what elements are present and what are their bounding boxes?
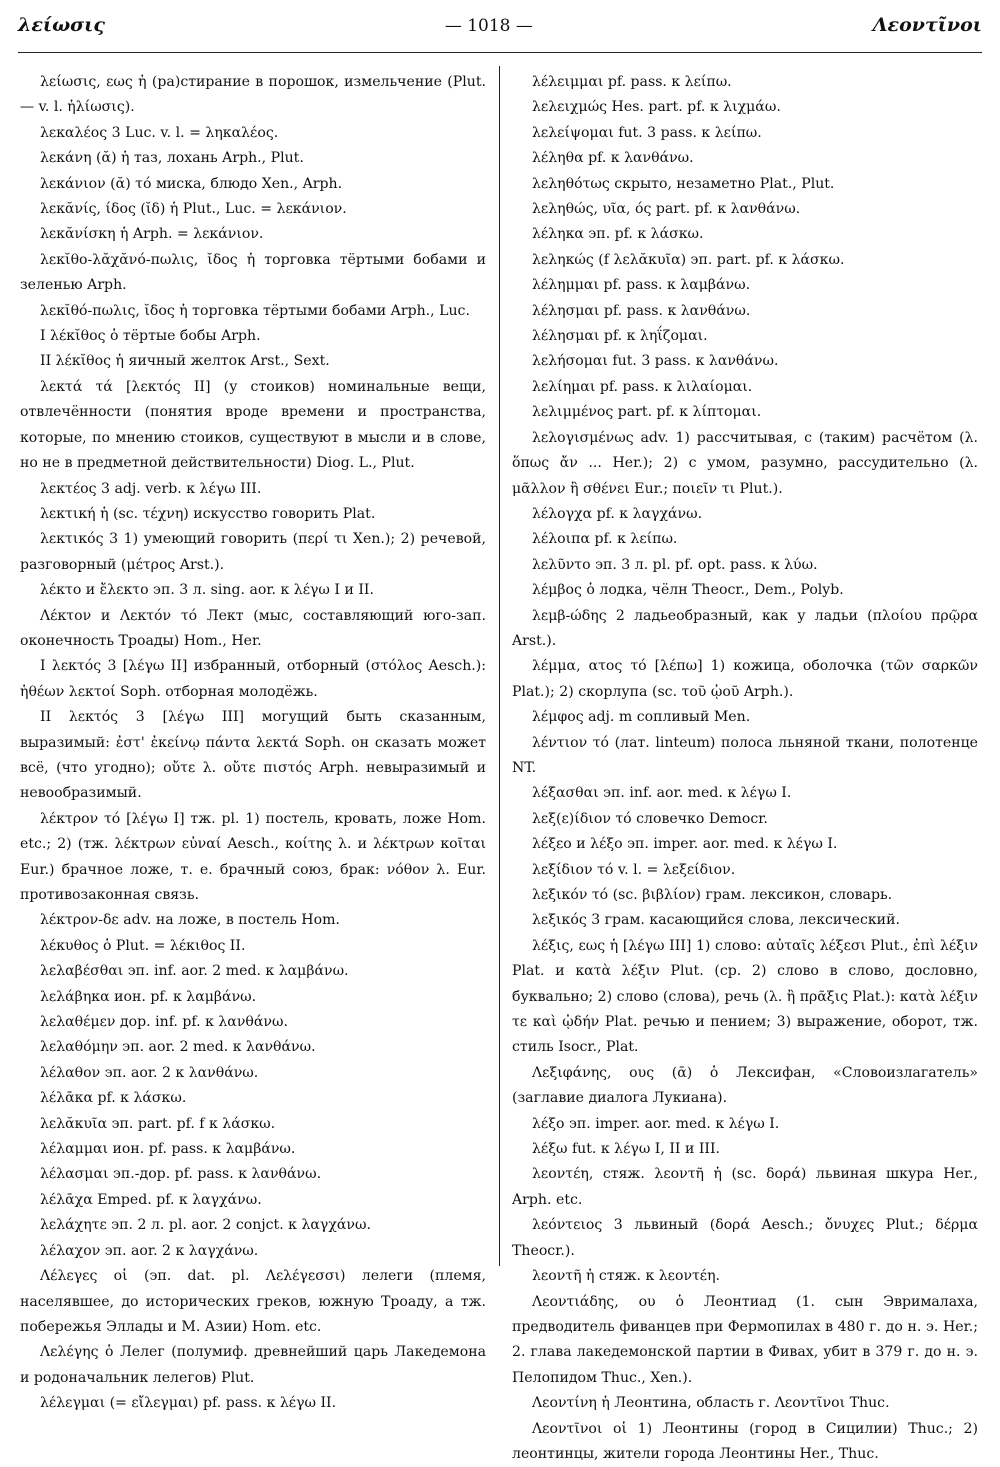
dictionary-entry: λέκυθος ὁ Plut. = λέκιθος II. xyxy=(40,937,246,954)
header-rule xyxy=(18,52,982,53)
dictionary-entry: λεκᾰνίσκη ἡ Arph. = λεκάνιον. xyxy=(40,226,264,243)
running-head-right: Λεοντῖνοι xyxy=(872,14,982,36)
dictionary-entry: λεληθώς, υῖα, ός part. pf. к λανθάνω. xyxy=(532,201,801,218)
dictionary-entry: λεμβ-ώδης 2 ладьеобразный, как у ладьи (πλοίου πρῷρα Arst.). xyxy=(512,607,978,649)
dictionary-entry: λέκτρον-δε adv. на ложе, в постель Hom. xyxy=(40,912,340,929)
dictionary-entry: λέληκα эп. pf. к λάσκω. xyxy=(532,226,704,243)
dictionary-entry: λεληθότως скрыто, незаметно Plat., Plut. xyxy=(532,175,835,192)
dictionary-entry: λέντιον τό (лат. linteum) полоса льняной ткани, полотенце NT. xyxy=(512,734,978,776)
dictionary-entry: λέξις, εως ἡ [λέγω III] 1) слово: αὐταῖς λέξεσι Plut., ἐπὶ λέξιν Plat. и κατὰ λέξιν Plut. (ср. 2) слово в слово, дословно, буквально; 2) слово (слова), речь (λ. ἢ πρᾶξις Plat.): κατὰ λέξιν τε καὶ ᾠδήν Plat. речью и пением; 3) выражение, оборот, тж. стиль Isocr., Plat. xyxy=(512,937,978,1056)
dictionary-entry: λελήσομαι fut. 3 pass. к λανθάνω. xyxy=(532,353,779,370)
dictionary-entry: λεξικός 3 грам. касающийся слова, лексический. xyxy=(532,912,900,929)
page-header xyxy=(18,14,982,50)
dictionary-entry: λείωσις, εως ἡ (ра)стирание в порошок, измельчение (Plut. — v. l. ἠλίωσις). xyxy=(20,74,486,116)
dictionary-entry: λέλᾱκα pf. к λάσκω. xyxy=(40,1090,187,1107)
dictionary-entry: Λελέγης ὁ Лелег (полумиф. древнейший царь Лакедемона и родоначальник лелегов) Plut. xyxy=(20,1344,486,1386)
dictionary-entry: λέλασμαι эп.-дор. pf. pass. к λανθάνω. xyxy=(40,1166,322,1183)
dictionary-entry: λέλαχον эп. aor. 2 к λαγχάνω. xyxy=(40,1242,259,1259)
dictionary-entry: λέλημμαι pf. pass. к λαμβάνω. xyxy=(532,277,751,294)
dictionary-entry: λεοντέη, стяж. λεοντῆ ἡ (sc. δορά) львиная шкура Her., Arph. etc. xyxy=(512,1166,978,1208)
right-column xyxy=(512,70,978,1462)
dictionary-entry: λέλησμαι pf. pass. к λανθάνω. xyxy=(532,302,751,319)
dictionary-entry: λελᾰκυῖα эп. part. pf. f к λάσκω. xyxy=(40,1115,276,1132)
dictionary-entry: λελάβηκα ион. pf. к λαμβάνω. xyxy=(40,988,257,1005)
dictionary-entry: λέληθα pf. к λανθάνω. xyxy=(532,150,694,167)
dictionary-entry: Λεξιφάνης, ους (ᾱ) ὁ Лексифан, «Словоизлагатель» (заглавие диалога Лукиана). xyxy=(512,1064,978,1107)
column-divider xyxy=(499,66,500,1266)
dictionary-entry: Λεοντιάδης, ου ὁ Леонтиад (1. сын Эврималаха, предводитель фиванцев при Фермопилах в 480 г. до н. э. Her.; 2. глава лакедемонской партии в Фивах, убит в 379 г. до н. э. Пелопидом Thuc., Xen.). xyxy=(512,1293,978,1386)
running-head-left: λείωσις xyxy=(18,14,105,36)
dictionary-entry: λεξίδιον τό v. l. = λεξείδιον. xyxy=(532,861,736,878)
left-column xyxy=(20,70,486,1412)
dictionary-entry: λεκτά τά [λεκτός II] (у стоиков) номинальные вещи, отвлечённости (понятия вроде времени и пространства, которые, по мнению стоиков, существуют в мысли и в слове, но не в предметной действительности) Diog. L., Plut. xyxy=(20,378,486,472)
dictionary-entry: λέλαμμαι ион. pf. pass. к λαμβάνω. xyxy=(40,1141,296,1158)
dictionary-entry: λελίημαι pf. pass. к λιλαίομαι. xyxy=(532,378,753,395)
dictionary-entry: λεξικόν τό (sc. βιβλίον) грам. лексикон, словарь. xyxy=(532,887,893,903)
dictionary-entry: λέλειμμαι pf. pass. к λείπω. xyxy=(532,74,732,90)
dictionary-entry: II λέκῐθος ἡ яичный желток Arst., Sext. xyxy=(40,353,330,370)
dictionary-entry: λέξο эп. imper. aor. med. к λέγω I. xyxy=(532,1115,780,1132)
dictionary-entry: λελειχμώς Hes. part. pf. к λιχμάω. xyxy=(532,99,781,116)
dictionary-entry: λέκτρον τό [λέγω I] тж. pl. 1) постель, кровать, ложе Hom. etc.; 2) (тж. λέκτρων εὐναί Aesch., κοίτης λ. и λέκτρων κοῖται Eur.) брачное ложе, т. е. брачный союз, брак: νόθον λ. Eur. противозаконная связь. xyxy=(20,810,486,903)
dictionary-entry: λεξ(ε)ίδιον τό словечко Democr. xyxy=(532,810,768,827)
dictionary-entry: λεκᾰνίς, ίδος (ῐδ) ἡ Plut., Luc. = λεκάνιον. xyxy=(40,201,347,218)
dictionary-entry: λέξασθαι эп. inf. aor. med. к λέγω I. xyxy=(532,785,792,802)
dictionary-entry: λεληκώς (f λελᾰκυῖα) эп. part. pf. к λάσκω. xyxy=(532,251,845,268)
dictionary-entry: λεόντειος 3 львиный (δορά Aesch.; ὄνυχες Plut.; δέρμα Theocr.). xyxy=(512,1217,978,1259)
dictionary-entry: Λεοντίνη ἡ Леонтина, область г. Λεοντῖνοι Thuc. xyxy=(532,1395,890,1412)
dictionary-entry: λέκτο и ἔλεκτο эп. 3 л. sing. aor. к λέγω I и II. xyxy=(40,582,374,599)
dictionary-entry: λελῦντο эп. 3 л. pl. pf. opt. pass. к λύω. xyxy=(532,556,818,573)
dictionary-entry: λελιμμένος part. pf. к λίπτομαι. xyxy=(532,404,762,421)
dictionary-entry: λέμμα, ατος τό [λέπω] 1) кожица, оболочка (τῶν σαρκῶν Plat.); 2) скорлупа (sc. τοῦ ᾠοῦ Arph.). xyxy=(512,658,978,700)
dictionary-entry: λεκτικός 3 1) умеющий говорить (περί τι Xen.); 2) речевой, разговорный (μέτρος Arst.). xyxy=(20,531,486,573)
dictionary-entry: λελαθόμην эп. aor. 2 med. к λανθάνω. xyxy=(40,1039,316,1056)
dictionary-entry: λεκαλέος 3 Luc. v. l. = ληκαλέος. xyxy=(40,124,279,141)
dictionary-entry: II λεκτός 3 [λέγω III] могущий быть сказанным, выразимый: ἐστ' ἐκείνῳ πάντα λεκτά Soph. он сказать может всё, (что угодно); οὔτε λ. οὔτε πιστός Arph. невыразимый и невообразимый. xyxy=(20,709,486,802)
dictionary-entry: λεκῐθό-πωλις, ῐδος ἡ торговка тёртыми бобами Arph., Luc. xyxy=(40,302,470,319)
dictionary-entry: λέλεγμαι (= εἴλεγμαι) pf. pass. к λέγω II. xyxy=(40,1395,337,1412)
dictionary-entry: λέλοιπα pf. к λείπω. xyxy=(532,531,678,548)
dictionary-entry: λεκάνη (ᾰ) ἡ таз, лохань Arph., Plut. xyxy=(40,150,304,167)
dictionary-entry: λέλαθον эп. aor. 2 к λανθάνω. xyxy=(40,1064,259,1081)
dictionary-entry: Λέλεγες οἱ (эп. dat. pl. Λελέγεσσι) лелеги (племя, населявшее, до исторических греков, южную Троаду, а тж. побережья Эллады и М. Азии) Hom. etc. xyxy=(20,1268,486,1335)
dictionary-entry: λεκῐθο-λᾰχᾰνό-πωλις, ῐδος ἡ торговка тёртыми бобами и зеленью Arph. xyxy=(20,251,486,294)
dictionary-entry: λελείψομαι fut. 3 pass. к λείπω. xyxy=(532,124,762,141)
dictionary-entry: λελάχητε эп. 2 л. pl. aor. 2 conjct. к λαγχάνω. xyxy=(40,1217,371,1234)
dictionary-entry: I λέκῐθος ὁ тёртые бобы Arph. xyxy=(40,328,261,345)
page-number: — 1018 — xyxy=(444,16,533,36)
dictionary-entry: λεοντῆ ἡ стяж. к λεοντέη. xyxy=(532,1268,721,1285)
dictionary-entry: λέμφος adj. m сопливый Men. xyxy=(532,709,751,726)
dictionary-entry: Λέκτον и Λεκτόν τό Лект (мыс, составляющий юго-зап. оконечность Троады) Hom., Her. xyxy=(20,607,486,649)
dictionary-entry: λέμβος ὁ лодка, чёлн Theocr., Dem., Polyb. xyxy=(532,582,844,599)
dictionary-entry: λεκτική ἡ (sc. τέχνη) искусство говорить Plat. xyxy=(40,505,376,522)
dictionary-entry: λέξω fut. к λέγω I, II и III. xyxy=(532,1141,721,1158)
dictionary-entry: λεκτέος 3 adj. verb. к λέγω III. xyxy=(40,480,262,497)
dictionary-entry: λελαθέμεν дор. inf. pf. к λανθάνω. xyxy=(40,1014,288,1031)
dictionary-entry: λέξεο и λέξο эп. imper. aor. med. к λέγω I. xyxy=(532,836,838,853)
dictionary-entry: λεκάνιον (ᾰ) τό миска, блюдо Xen., Arph. xyxy=(40,175,343,192)
dictionary-entry: I λεκτός 3 [λέγω II] избранный, отборный (στόλος Aesch.): ἡθέων λεκτοί Soph. отборная молодёжь. xyxy=(20,658,486,700)
dictionary-entry: λέλογχα pf. к λαγχάνω. xyxy=(532,505,703,522)
dictionary-entry: λέλησμαι pf. к ληΐζομαι. xyxy=(532,328,708,345)
dictionary-entry: λέλᾱχα Emped. pf. к λαγχάνω. xyxy=(40,1191,262,1208)
dictionary-entry: λελογισμένως adv. 1) рассчитывая, с (таким) расчётом (λ. ὅπως ἄν ... Her.); 2) с умом, разумно, рассудительно (λ. μᾶλλον ἢ σθένει Eur.; ποιεῖν τι Plut.). xyxy=(512,429,978,497)
dictionary-entry: Λεοντῖνοι οἱ 1) Леонтины (город в Сицилии) Thuc.; 2) леонтинцы, жители города Леонтины Her., Thuc. xyxy=(512,1420,978,1462)
dictionary-entry: λελαβέσθαι эп. inf. aor. 2 med. к λαμβάνω. xyxy=(40,963,349,980)
